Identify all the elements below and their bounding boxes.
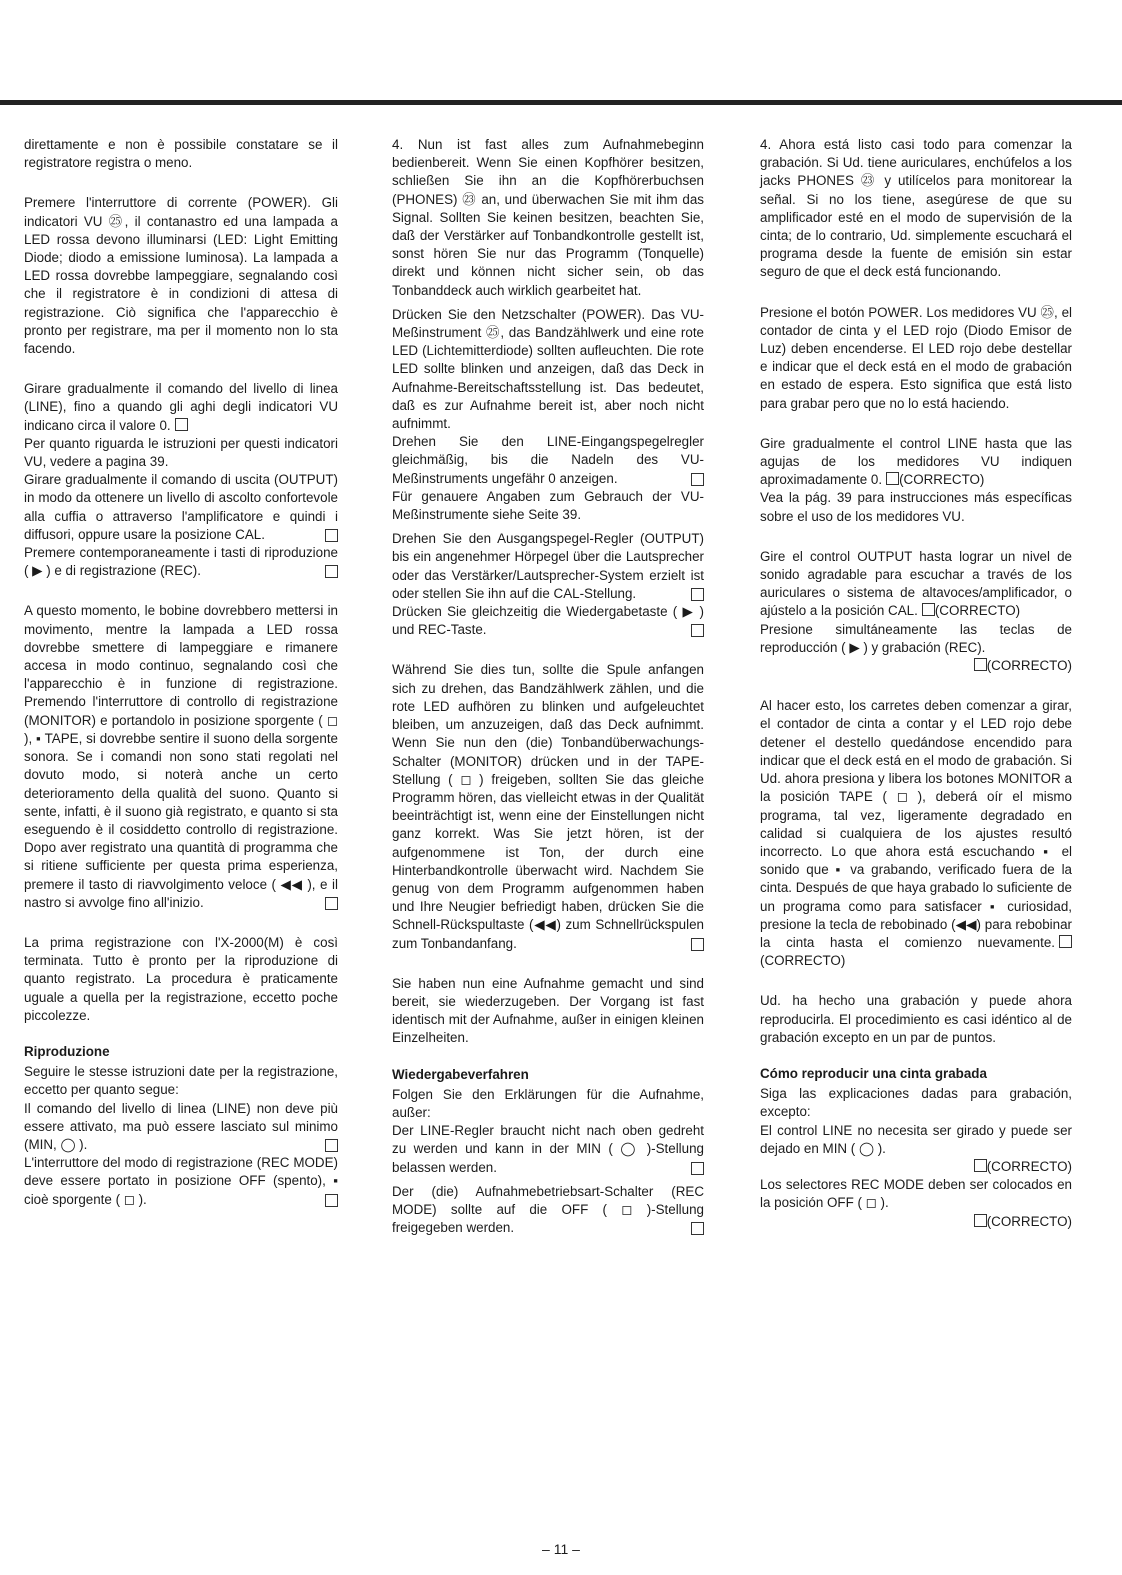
checkbox [974,1214,987,1227]
section-heading: Riproduzione [24,1043,110,1059]
paragraph: Seguire le stesse istruzioni date per la registrazione, eccetto per quanto segue: [24,1064,338,1098]
paragraph: Sie haben nun eine Aufnahme gemacht und sind bereit, sie wiederzugeben. Der Vorgang ist fast identisch mit der Aufnahme, außer in einigen kleinen Einzelheiten. [392,975,704,1046]
paragraph: El control LINE no necesita ser girado y puede ser dejado en MIN ( ◯ ). [760,1122,1072,1156]
paragraph: La prima registrazione con l'X-2000(M) è così terminata. Tutto è pronto per la riproduzione di quanto registrato. La procedura è praticamente uguale a quella per la registrazione, eccetto poche piccolezze. [24,934,338,1023]
checkbox [691,473,704,486]
checkbox [175,418,188,431]
paragraph: Premere l'interruttore di corrente (POWER). Gli indicatori VU ㉕, il contanastro ed una lampada a LED rossa devono illuminarsi (LED: Light Emitting Diode; diodo a emissione luminosa). La lampada a LED rossa dovrebbe lampeggiare, segnalando così che il registratore è in condizioni di attesa di registrazione. Ciò significa che l'apparecchio è pronto per registrare, ma per il momento non lo sta facendo. [24,195,338,357]
checkbox [691,938,704,951]
paragraph: Gire el control OUTPUT hasta lograr un nivel de sonido agradable para escuchar a través de los auriculares o sistema de altavoces/amplificador, o ajústelo a la posición CAL. [760,548,1072,619]
checkbox [325,897,338,910]
paragraph: Der LINE-Regler braucht nicht nach oben gedreht zu werden und kann in der MIN ( ◯ )-Stellung belassen werden. [392,1123,704,1175]
paragraph: 4. Nun ist fast alles zum Aufnahmebeginn bedienbereit. Wenn Sie einen Kopfhörer besitzen, schließen Sie ihn an die Kopfhörerbuchsen (PHONES) ㉓ an, und überwachen Sie mit ihm das Signal. Sollten Sie keinen besitzen, beachten Sie, daß der Verstärker auf Tonbandkontrolle gestellt ist, sonst hören Sie nur das Programm (Tonquelle) direkt und können nicht sicher sein, ob das Tonbanddeck auch wirklich gearbeitet hat. [392,137,704,298]
section-heading: Wiedergabeverfahren [392,1066,529,1082]
paragraph: Ud. ha hecho una grabación y puede ahora reproducirla. El procedimiento es casi idéntico al de grabación excepto en un par de puntos. [760,993,1072,1045]
paragraph: Folgen Sie den Erklärungen für die Aufnahme, außer: [392,1086,704,1120]
paragraph: Al hacer esto, los carretes deben comenzar a girar, el contador de cinta a contar y el LED rojo debe detener el destello quedándose encendido para indicar que el deck está en el modo de grabación. Si Ud. ahora presiona y libera los botones MONITOR a la posición TAPE ( ◻ ), deberá oír el mismo programa, tal vez, ligeramente degradado en calidad si cualquiera de los ajustes resultó incorrecto. Lo que ahora está escuchando ▪ el sonido que ▪ va grabando, verificado fuera de la cinta. Después de que haya grabado lo suficiente de un programa como para satisfacer ▪ curiosidad, presione la tecla de rebobinado (◀◀) para rebobinar la cinta hasta el comienzo nuevamente. [760,698,1072,950]
correcto-label: (CORRECTO) [986,1213,1072,1229]
column-italian [24,136,338,1223]
column-german [392,136,704,1251]
paragraph: direttamente e non è possibile constatare se il registratore registra o meno. [24,137,338,171]
checkbox [691,624,704,637]
checkbox [974,658,987,671]
checkbox [325,1194,338,1207]
checkbox [691,1222,704,1235]
paragraph: Girare gradualmente il comando del livello di linea (LINE), fino a quando gli aghi degli indicatori VU indicano circa il valore 0. [24,381,338,433]
paragraph: Per quanto riguarda le istruzioni per questi indicatori VU, vedere a pagina 39. [24,435,338,470]
paragraph: Der (die) Aufnahmebetriebsart-Schalter (REC MODE) sollte auf die OFF ( ◻ )-Stellung freigegeben werden. [392,1183,704,1236]
paragraph: Premere contemporaneamente i tasti di riproduzione ( ▶ ) e di registrazione (REC). [24,545,338,579]
checkbox [974,1159,987,1172]
correcto-label: (CORRECTO) [934,603,1021,619]
header-rule [0,100,1122,105]
paragraph: Presione simultáneamente las teclas de reproducción ( ▶ ) y grabación (REC). [760,621,1072,655]
checkbox [325,565,338,578]
paragraph: Drehen Sie den Ausgangspegel-Regler (OUTPUT) bis ein angenehmer Hörpegel über die Lautsprecher oder das Verstärker/Lautsprecher-System erzielt ist oder stellen Sie ihn auf die CAL-Stellung. [392,531,704,601]
section-heading: Cómo reproducir una cinta grabada [760,1065,987,1081]
paragraph: Während Sie dies tun, sollte die Spule anfangen sich zu drehen, das Bandzählwerk zählen, und die rote LED aufhören zu blinken und aufgeleuchtet bleiben, um anzuzeigen, daß das Deck aufnimmt. Wenn Sie nun den (die) Tonbandüberwachungs-Schalter (MONITOR) drücken und in der TAPE-Stellung ( ◻ ) freigeben, sollten Sie das gleiche Programm hören, das vielleicht etwas in der Qualität beeinträchtigt ist, wenn eine der Einstellungen nicht ganz korrekt. Was Sie jetzt hören, ist der aufgenommene ist Ton, der durch eine Hinterbandkontrolle überwacht wird. Nachdem Sie genug von dem Programm aufgenommen haben und Ihre Neugier befriedigt haben, drücken Sie die Schnell-Rückspultaste (◀◀) zum Schnellrückspulen zum Tonbandanfang. [392,662,704,951]
paragraph: 4. Ahora está listo casi todo para comenzar la grabación. Si Ud. tiene auriculares, enchúfelos a los jacks PHONES ㉓ y utilícelos para monitorear la señal. Si no los tiene, asegúrese de que su amplificador esté en el modo de supervisión de la cinta; de lo contrario, Ud. simplemente escuchará el programa desde la fuente de emisión sin estar seguro de que el deck está funcionando. [760,137,1072,280]
checkbox [1059,935,1072,948]
correcto-label: (CORRECTO) [986,1158,1072,1174]
paragraph: Drücken Sie den Netzschalter (POWER). Das VU-Meßinstrument ㉕, das Bandzählwerk und eine rote LED (Lichtemitterdiode) sollten aufleuchten. Die rote LED sollte blinken und anzeigen, daß das Deck in Aufnahme-Bereitschaftsstellung ist. Das bedeutet, daß es zur Aufnahme bereit ist, aber noch nicht aufnimmt. [392,306,704,432]
checkbox [691,1162,704,1175]
paragraph: Siga las explicaciones dadas para grabación, excepto: [760,1086,1072,1120]
correcto-label: (CORRECTO) [760,953,846,969]
paragraph: Drücken Sie gleichzeitig die Wiedergabetaste ( ▶ ) und REC-Taste. [392,604,704,638]
checkbox [325,1139,338,1152]
paragraph: Los selectores REC MODE deben ser colocados en la posición OFF ( ◻ ). [760,1177,1072,1211]
checkbox [922,603,935,616]
page-number: – 11 – [542,1541,580,1557]
paragraph: L'interruttore del modo di registrazione (REC MODE) deve essere portato in posizione OFF (spento), ▪ cioè sporgente ( ◻ ). [24,1155,338,1207]
paragraph: Presione el botón POWER. Los medidores VU ㉕, el contador de cinta y el LED rojo (Diodo Emisor de Luz) deben encenderse. El LED rojo debe destellar e indicar que el deck está en el modo de grabación en estado de espera. Esto significa que está listo para grabar pero que no lo está haciendo. [760,304,1072,411]
paragraph: Girare gradualmente il comando di uscita (OUTPUT) in modo da ottenere un livello di ascolto confortevole alla cuffia o attraverso l'amplificatore e quindi i diffusori, oppure usare la posizione CAL. [24,472,338,542]
correcto-label: (CORRECTO) [899,472,985,488]
paragraph: Drehen Sie den LINE-Eingangspegelregler gleichmäßig, bis die Nadeln des VU-Meßinstruments ungefähr 0 anzeigen. [392,434,704,486]
correcto-label: (CORRECTO) [986,658,1072,674]
paragraph: A questo momento, le bobine dovrebbero mettersi in movimento, mentre la lampada a LED rossa dovrebbe smettere di lampeggiare e rimanere accesa in modo continuo, segnalando così che l'apparecchio è in funzione di registrazione. Premendo l'interruttore di controllo di registrazione (MONITOR) e portandolo in posizione sporgente ( ◻ ), ▪ TAPE, si dovrebbe sentire il suono della sorgente sonora. Se i comandi non sono stati regolati nel dovuto modo, si noterà anche un certo deterioramento della qualità del suono. Quanto si sente, infatti, è il suono già registrato, e quanto si sta eseguendo è il cosiddetto controllo di registrazione. Dopo aver registrato una quantità di programma che si ritiene sufficiente per questa prima esperienza, premere il tasto di riavvolgimento veloce ( ◀◀ ), e il nastro si avvolge fino all'inizio. [24,603,338,910]
paragraph: Gire gradualmente el control LINE hasta que las agujas de los medidores VU indiquen aproximadamente 0. [760,435,1072,488]
checkbox [886,472,899,485]
column-spanish [760,136,1072,1245]
paragraph: Il comando del livello di linea (LINE) non deve più essere attivato, ma può essere lasciato sul minimo (MIN, ◯ ). [24,1100,338,1152]
paragraph: Vea la pág. 39 para instrucciones más específicas sobre el uso de los medidores VU. [760,490,1072,524]
paragraph: Für genauere Angaben zum Gebrauch der VU-Meßinstrumente siehe Seite 39. [392,488,704,523]
checkbox [691,588,704,601]
checkbox [325,529,338,542]
